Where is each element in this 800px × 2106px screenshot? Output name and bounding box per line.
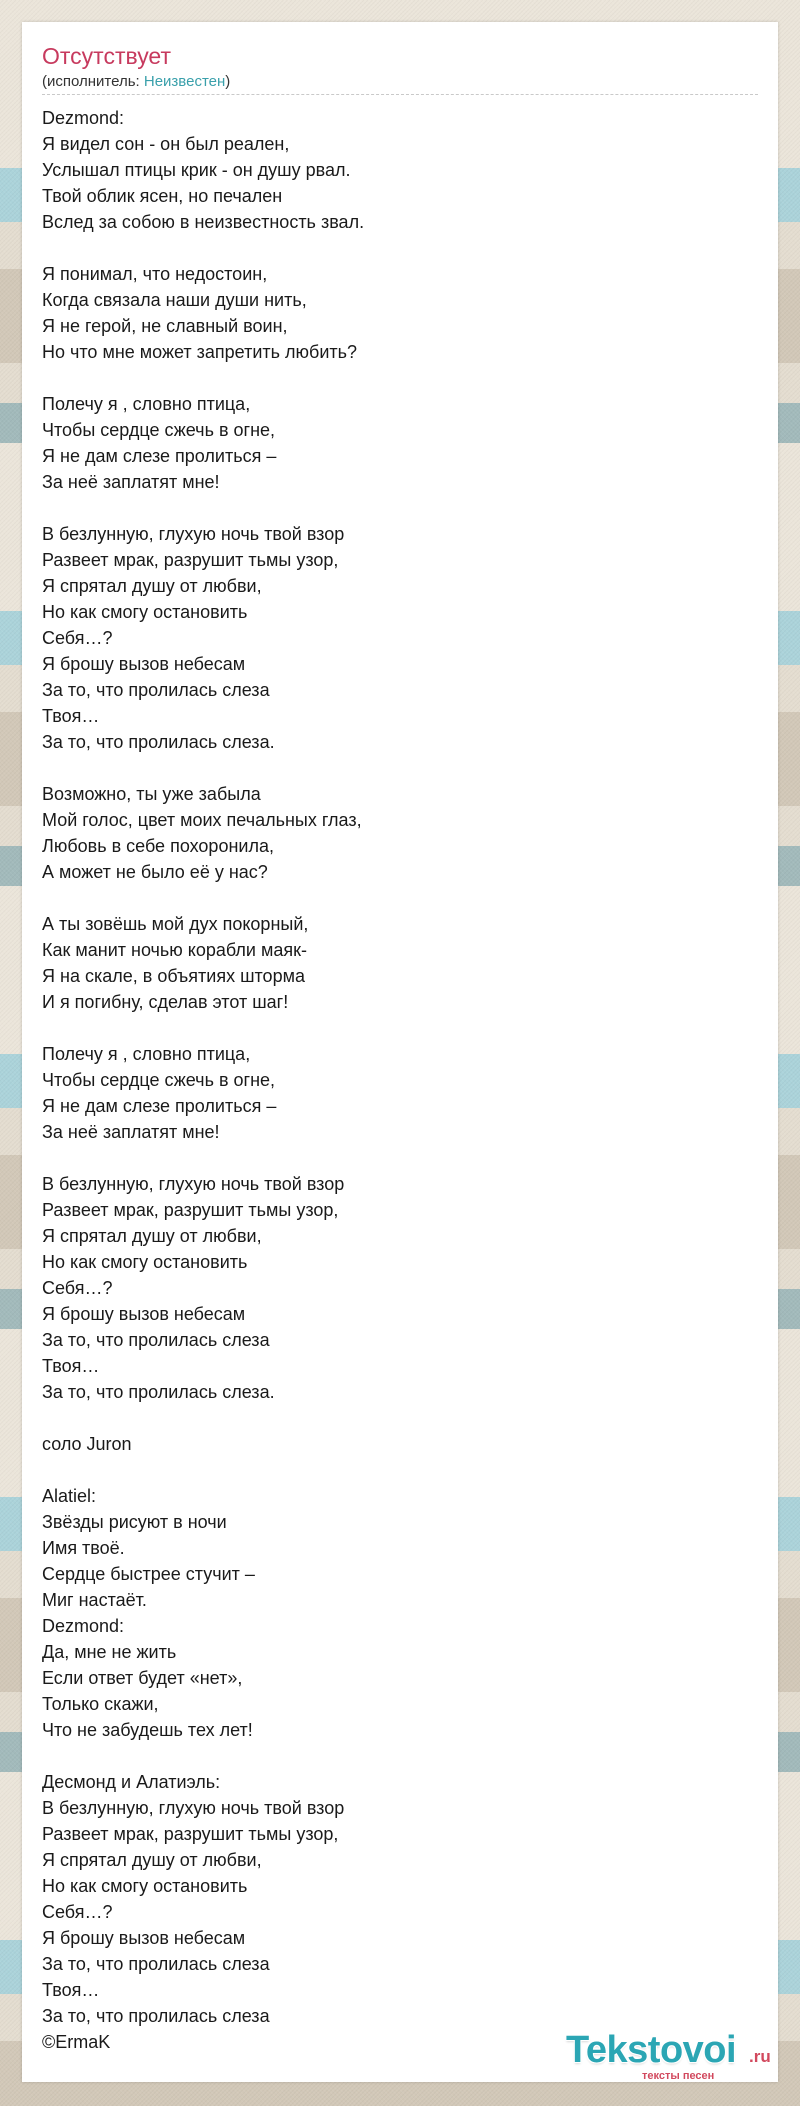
lyrics-line: Alatiel: — [42, 1486, 97, 1506]
lyrics-line: А может не было её у нас? — [42, 862, 268, 882]
lyrics-line — [42, 1145, 742, 1171]
lyrics-line — [42, 1405, 742, 1431]
lyrics-line: Чтобы сердце сжечь в огне, — [42, 420, 276, 440]
lyrics-line: Но как смогу остановить — [42, 602, 248, 622]
lyrics-line: Развеет мрак, разрушит тьмы узор, — [42, 550, 339, 570]
lyrics-line: В безлунную, глухую ночь твой взор — [42, 1174, 345, 1194]
logo-domain: .ru — [749, 2047, 771, 2066]
lyrics-line: Я понимал, что недостоин, — [42, 264, 268, 284]
lyrics-line: Твоя… — [42, 1356, 100, 1376]
lyrics-line: В безлунную, глухую ночь твой взор — [42, 1798, 345, 1818]
lyrics-line: Я видел сон - он был реален, — [42, 134, 290, 154]
header-divider — [42, 94, 758, 95]
lyrics-line: Чтобы сердце сжечь в огне, — [42, 1070, 276, 1090]
lyrics-line: Любовь в себе похоронила, — [42, 836, 274, 856]
lyrics-line — [42, 1743, 742, 1769]
performer-prefix: (исполнитель: — [42, 73, 144, 90]
lyrics-line: Да, мне не жить — [42, 1642, 177, 1662]
lyrics-line: соло Juron — [42, 1434, 132, 1454]
lyrics-line: Имя твоё. — [42, 1538, 125, 1558]
lyrics-line: Десмонд и Алатиэль: — [42, 1772, 221, 1792]
lyrics-line: Услышал птицы крик - он душу рвал. — [42, 160, 351, 180]
lyrics-line: Я на скале, в объятиях шторма — [42, 966, 305, 986]
lyrics-line: Вслед за собою в неизвестность звал. — [42, 212, 365, 232]
lyrics-line: Что не забудешь тех лет! — [42, 1720, 253, 1740]
lyrics-line: Развеет мрак, разрушит тьмы узор, — [42, 1824, 339, 1844]
site-logo[interactable] — [566, 2030, 778, 2090]
lyrics-line: И я погибну, сделав этот шаг! — [42, 992, 289, 1012]
lyrics-line: Я брошу вызов небесам — [42, 654, 246, 674]
lyrics-line: За неё заплатят мне! — [42, 1122, 220, 1142]
lyrics-line — [42, 1457, 742, 1483]
lyrics-line: Если ответ будет «нет», — [42, 1668, 243, 1688]
lyrics-line — [42, 755, 742, 781]
performer-link[interactable]: Неизвестен — [143, 73, 226, 90]
lyrics-line: А ты зовёшь мой дух покорный, — [42, 914, 309, 934]
lyrics-line: Сердце быстрее стучит – — [42, 1564, 255, 1584]
lyrics-line: За то, что пролилась слеза — [42, 1954, 270, 1974]
lyrics-line: Dezmond: — [42, 1616, 125, 1636]
lyrics-line: За то, что пролилась слеза. — [42, 732, 275, 752]
lyrics-line: Развеет мрак, разрушит тьмы узор, — [42, 1200, 339, 1220]
performer-suffix: ) — [225, 73, 231, 90]
lyrics-line: Я не дам слезе пролиться – — [42, 446, 277, 466]
lyrics-line: Я брошу вызов небесам — [42, 1304, 246, 1324]
lyrics-line: Я брошу вызов небесам — [42, 1928, 246, 1948]
lyrics-line: Но что мне может запретить любить? — [42, 342, 358, 362]
lyrics-line: За то, что пролилась слеза — [42, 2006, 270, 2026]
lyrics-line: Но как смогу остановить — [42, 1876, 248, 1896]
lyrics-line: Себя…? — [42, 1902, 113, 1922]
lyrics-block — [42, 105, 742, 2055]
lyrics-line: Полечу я , словно птица, — [42, 394, 251, 414]
lyrics-line: Себя…? — [42, 628, 113, 648]
lyrics-line — [42, 495, 742, 521]
lyrics-line: За неё заплатят мне! — [42, 472, 220, 492]
lyrics-line: Миг настаёт. — [42, 1590, 147, 1610]
lyrics-line — [42, 365, 742, 391]
logo-wordmark: Tekstovoi — [566, 2029, 737, 2071]
lyrics-line: Как манит ночью корабли маяк- — [42, 940, 307, 960]
lyrics-line — [42, 1015, 742, 1041]
lyrics-line: За то, что пролилась слеза. — [42, 1382, 275, 1402]
lyrics-line: Твоя… — [42, 1980, 100, 2000]
lyrics-line: Только скажи, — [42, 1694, 159, 1714]
lyrics-line: Твой облик ясен, но печален — [42, 186, 283, 206]
lyrics-line: Возможно, ты уже забыла — [42, 784, 261, 804]
lyrics-line — [42, 885, 742, 911]
lyrics-line: Я спрятал душу от любви, — [42, 1850, 262, 1870]
lyrics-line: Я не герой, не славный воин, — [42, 316, 288, 336]
lyrics-line: Я спрятал душу от любви, — [42, 1226, 262, 1246]
song-title: Отсутствует — [42, 43, 171, 69]
lyrics-line: ©ErmaK — [42, 2032, 111, 2052]
lyrics-line: В безлунную, глухую ночь твой взор — [42, 524, 345, 544]
lyrics-line: Я не дам слезе пролиться – — [42, 1096, 277, 1116]
lyrics-line: Звёзды рисуют в ночи — [42, 1512, 227, 1532]
lyrics-line: Когда связала наши души нить, — [42, 290, 307, 310]
lyrics-line: Себя…? — [42, 1278, 113, 1298]
lyrics-line — [42, 235, 742, 261]
lyrics-line: За то, что пролилась слеза — [42, 1330, 270, 1350]
lyrics-line: Dezmond: — [42, 108, 125, 128]
logo-tagline: тексты песен — [642, 2070, 715, 2082]
lyrics-line: Но как смогу остановить — [42, 1252, 248, 1272]
lyrics-line: Твоя… — [42, 706, 100, 726]
performer-line — [42, 73, 230, 91]
lyrics-line: Полечу я , словно птица, — [42, 1044, 251, 1064]
lyrics-line: Мой голос, цвет моих печальных глаз, — [42, 810, 362, 830]
lyrics-line: За то, что пролилась слеза — [42, 680, 270, 700]
lyrics-line: Я спрятал душу от любви, — [42, 576, 262, 596]
